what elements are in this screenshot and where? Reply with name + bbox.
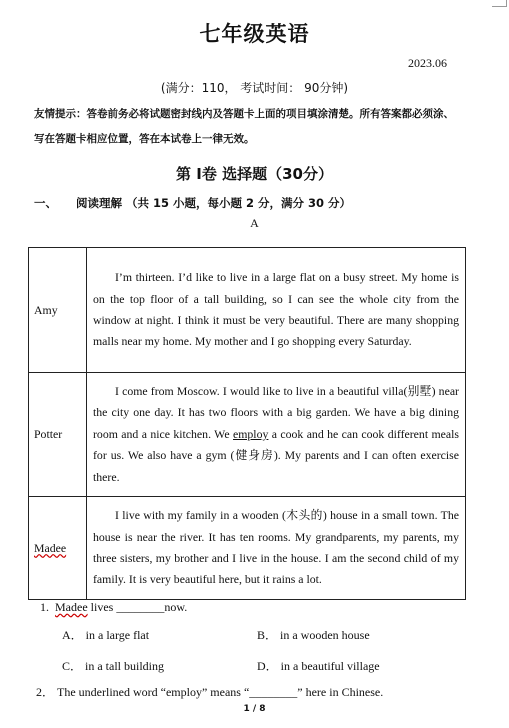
passages-table bbox=[28, 247, 466, 600]
tips-line-1: 友情提示：答卷前务必将试题密封线内及答题卡上面的项目填涂清楚。所有答案都必须涂、 bbox=[34, 108, 454, 120]
option-d[interactable]: D． in a beautiful village bbox=[257, 659, 380, 673]
section-title: 阅读理解 （共 15 小题，每小题 2 分，满分 30 分） bbox=[76, 196, 352, 210]
section-heading bbox=[34, 195, 351, 211]
part-title: 第 I卷 选择题（30分） bbox=[176, 165, 333, 183]
question-2-stem: 2． The underlined word “employ” means “________” here in Chinese. bbox=[36, 685, 384, 699]
exam-title: 七年级英语 bbox=[199, 22, 310, 46]
option-b[interactable]: B． in a wooden house bbox=[257, 628, 370, 642]
question-1-stem: 1. Madee lives ________now. bbox=[40, 600, 188, 614]
passage-name: Madee bbox=[29, 497, 87, 600]
passage-name: Potter bbox=[29, 373, 87, 497]
passage-text: I live with my family in a wooden (木头的) house in a small town. The house is near the river. It has ten rooms. My grandparents, my parents, my three sisters, my brother and I live in the house. I am the second child of my family. It is very beautiful here, but it rains a lot. bbox=[87, 497, 466, 600]
section-number: 一、 bbox=[34, 196, 57, 210]
passage-row bbox=[29, 497, 466, 600]
passage-text: I’m thirteen. I’d like to live in a large flat on a busy street. My home is on the top floor of a tall building, so I can see the whole city from the window at night. I think it must be very beautiful. There are many shopping malls near my home. My mother and I go shopping every Saturday. bbox=[87, 248, 466, 373]
page-number: 1 / 8 bbox=[243, 704, 266, 714]
option-a[interactable]: A． in a large flat bbox=[62, 628, 150, 642]
passage-name: Amy bbox=[29, 248, 87, 373]
passage-text: I come from Moscow. I would like to live in a beautiful villa(别墅) near the city one day. It has two floors with a big garden. We have a big dining room and a nice kitchen. We employ a cook and he can cook different meals for us. We also have a gym (健身房). My parents and I can often exercise there. bbox=[87, 373, 466, 497]
passage-row bbox=[29, 248, 466, 373]
score-time-line: (满分：110， 考试时间： 90分钟) bbox=[160, 81, 349, 95]
option-c[interactable]: C． in a tall building bbox=[62, 659, 164, 673]
passage-letter: A bbox=[250, 216, 259, 230]
passage-row bbox=[29, 373, 466, 497]
page-corner-mark bbox=[492, 0, 507, 7]
underlined-word: employ bbox=[233, 426, 269, 441]
exam-date: 2023.06 bbox=[408, 56, 447, 70]
tips-line-2: 写在答题卡相应位置，答在本试卷上一律无效。 bbox=[34, 133, 255, 145]
friendly-tips bbox=[34, 102, 484, 152]
